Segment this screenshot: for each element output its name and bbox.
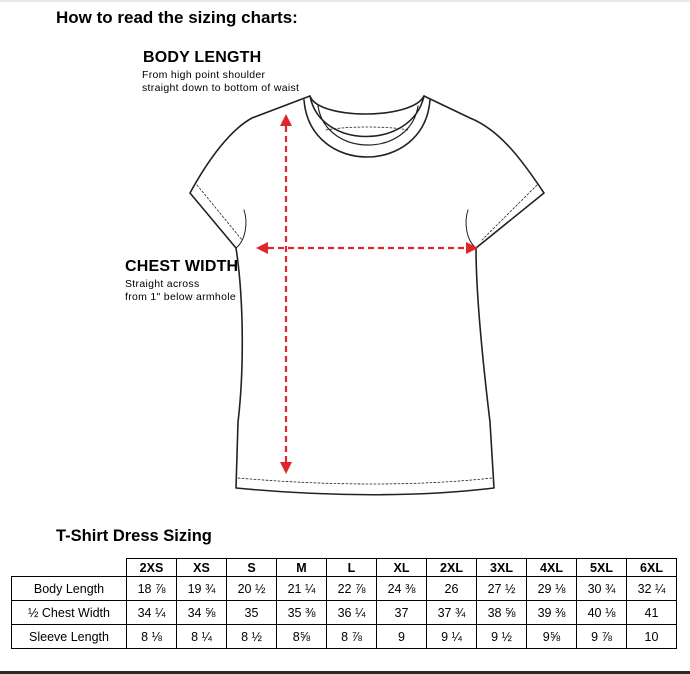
table-cell: 8 ½ bbox=[227, 625, 277, 649]
body-length-title: BODY LENGTH bbox=[143, 49, 262, 66]
size-header-cell: 2XL bbox=[427, 559, 477, 577]
table-cell: 40 ⅛ bbox=[577, 601, 627, 625]
size-header-cell: 4XL bbox=[527, 559, 577, 577]
table-cell: 20 ½ bbox=[227, 577, 277, 601]
table-cell: 8⅝ bbox=[277, 625, 327, 649]
size-header-cell: XL bbox=[377, 559, 427, 577]
chest-width-title: CHEST WIDTH bbox=[125, 258, 239, 275]
size-chart-table bbox=[11, 558, 677, 649]
size-header-cell: 3XL bbox=[477, 559, 527, 577]
table-cell: 8 ¼ bbox=[177, 625, 227, 649]
row-label: Body Length bbox=[12, 577, 127, 601]
row-label: Sleeve Length bbox=[12, 625, 127, 649]
size-header-cell: 2XS bbox=[127, 559, 177, 577]
table-cell: 9 bbox=[377, 625, 427, 649]
header-corner-cell bbox=[12, 559, 127, 577]
table-cell: 39 ⅜ bbox=[527, 601, 577, 625]
table-cell: 24 ⅜ bbox=[377, 577, 427, 601]
size-header-cell: 5XL bbox=[577, 559, 627, 577]
table-cell: 27 ½ bbox=[477, 577, 527, 601]
table-cell: 10 bbox=[627, 625, 677, 649]
table-cell: 38 ⅝ bbox=[477, 601, 527, 625]
table-cell: 35 ⅜ bbox=[277, 601, 327, 625]
table-cell: 21 ¼ bbox=[277, 577, 327, 601]
table-cell: 9 ¼ bbox=[427, 625, 477, 649]
table-cell: 18 ⅞ bbox=[127, 577, 177, 601]
chest-width-desc-line1: Straight across bbox=[125, 278, 200, 290]
table-cell: 30 ¾ bbox=[577, 577, 627, 601]
table-row-body-length bbox=[12, 577, 677, 601]
body-length-desc-line2: straight down to bottom of waist bbox=[142, 82, 300, 94]
row-label: ½ Chest Width bbox=[12, 601, 127, 625]
table-cell: 37 ¾ bbox=[427, 601, 477, 625]
table-cell: 9 ½ bbox=[477, 625, 527, 649]
table-cell: 9⅝ bbox=[527, 625, 577, 649]
table-cell: 32 ¼ bbox=[627, 577, 677, 601]
body-length-desc-line1: From high point shoulder bbox=[142, 69, 266, 81]
table-cell: 9 ⅞ bbox=[577, 625, 627, 649]
size-header-row bbox=[12, 559, 677, 577]
page-heading: How to read the sizing charts: bbox=[56, 8, 298, 27]
size-header-cell: 6XL bbox=[627, 559, 677, 577]
table-cell: 26 bbox=[427, 577, 477, 601]
table-cell: 37 bbox=[377, 601, 427, 625]
table-cell: 8 ⅞ bbox=[327, 625, 377, 649]
table-cell: 22 ⅞ bbox=[327, 577, 377, 601]
table-cell: 35 bbox=[227, 601, 277, 625]
size-header-cell: L bbox=[327, 559, 377, 577]
table-cell: 29 ⅛ bbox=[527, 577, 577, 601]
table-row-chest-width bbox=[12, 601, 677, 625]
table-cell: 41 bbox=[627, 601, 677, 625]
table-cell: 8 ⅛ bbox=[127, 625, 177, 649]
size-header-cell: XS bbox=[177, 559, 227, 577]
size-header-cell: M bbox=[277, 559, 327, 577]
table-cell: 36 ¼ bbox=[327, 601, 377, 625]
table-cell: 34 ¼ bbox=[127, 601, 177, 625]
table-cell: 19 ¾ bbox=[177, 577, 227, 601]
chest-width-desc-line2: from 1" below armhole bbox=[125, 291, 236, 303]
table-heading: T-Shirt Dress Sizing bbox=[56, 527, 212, 545]
table-cell: 34 ⅝ bbox=[177, 601, 227, 625]
table-row-sleeve-length bbox=[12, 625, 677, 649]
tshirt-outline bbox=[190, 96, 544, 495]
size-header-cell: S bbox=[227, 559, 277, 577]
